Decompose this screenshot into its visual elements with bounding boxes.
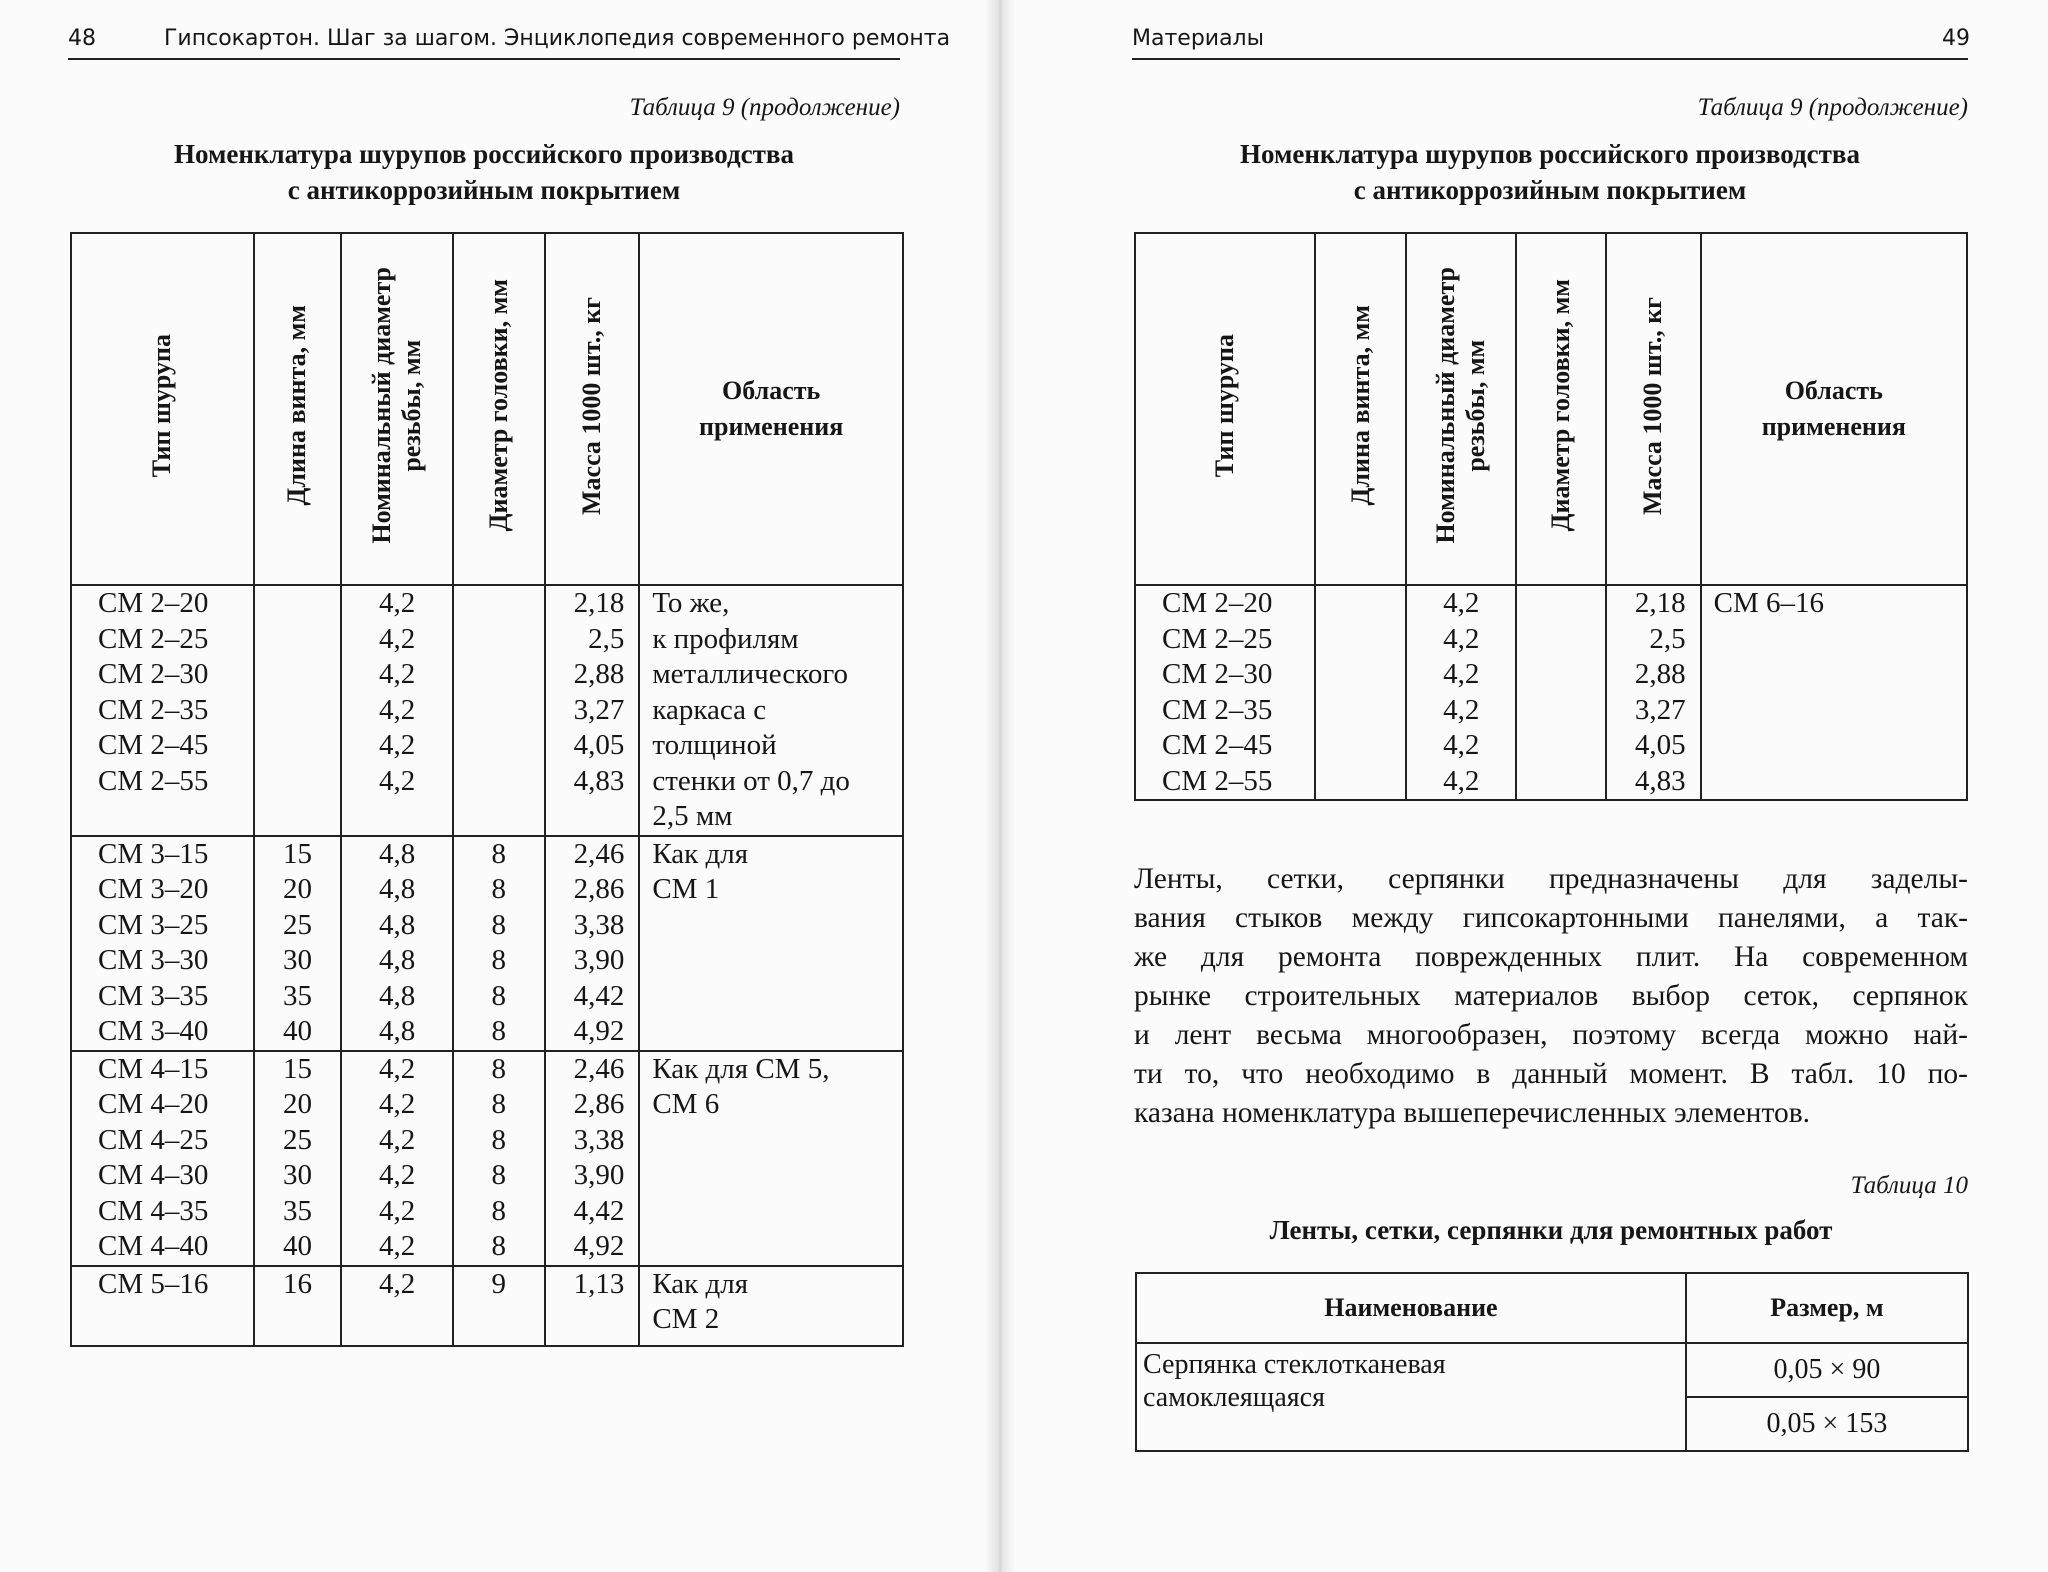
mass-value: 3,38 [573,908,625,941]
mass-value: 2,5 [1649,622,1686,655]
table10-title: Ленты, сетки, серпянки для ремонтных работ [1269,1215,1833,1245]
application-text: 2,5 мм [652,800,733,832]
application-text: СМ 1 [652,873,720,905]
head-diameter: 8 [491,1052,506,1085]
column-header: Тип шурупа [1135,233,1315,585]
application-text: стенки от 0,7 до [652,764,850,797]
head-diameter-cell [453,1266,545,1346]
thread-diameter: 4,8 [379,944,416,976]
thread-diameter: 4,2 [379,1230,416,1262]
mass-value-cell [545,585,640,836]
page-number: 48 [68,26,96,51]
screw-type: СМ 2–30 [1162,658,1273,690]
thread-diameter: 4,2 [379,693,416,726]
head-diameter: 8 [491,1230,506,1262]
screw-type: СМ 3–40 [98,1015,209,1047]
mass-value: 2,5 [588,622,625,655]
table-title-line: с антикоррозийным покрытием [287,175,681,205]
mass-value: 3,38 [573,1123,625,1156]
mass-value: 2,18 [573,587,625,619]
paragraph-line: казана номенклатура вышеперечисленных элементов. [1134,1097,1811,1129]
size-cell: 0,05 × 153 [1686,1397,1968,1451]
paragraph-line: Ленты, сетки, серпянки предназначены для заделы- [1134,863,1968,895]
thread-diameter: 4,2 [1443,658,1480,690]
column-header: Масса 1000 шт., кг [1606,233,1701,585]
tapes-table [1135,1272,1969,1452]
paragraph-line: ти то, что необходимо в данный момент. В табл. 10 по- [1134,1058,1968,1090]
screw-length-cell [254,836,342,1051]
thread-diameter: 4,2 [1443,622,1480,655]
thread-diameter: 4,2 [1443,729,1480,761]
screw-length-cell [254,585,342,836]
screw-type: СМ 3–15 [98,837,209,870]
thread-diameter: 4,2 [379,764,416,797]
application-text: к профилям [652,622,799,655]
screw-length: 35 [282,1194,312,1227]
thread-diameter: 4,2 [379,1123,416,1156]
column-header: Диаметр головки, мм [1516,233,1606,585]
table-title-line: с антикоррозийным покрытием [1353,175,1747,205]
mass-value: 3,90 [573,944,625,976]
screw-length-cell [1315,585,1407,800]
mass-value: 2,86 [573,1088,625,1120]
table-title-line: Номенклатура шурупов российского производства [1240,139,1860,169]
screw-type: СМ 3–30 [98,944,209,976]
thread-diameter-cell [341,1051,453,1266]
table-row-group [1135,585,1967,800]
application-text: СМ 6–16 [1713,587,1825,619]
screw-length: 25 [282,1123,312,1156]
screw-type: СМ 4–25 [98,1123,209,1156]
thread-diameter-cell [341,836,453,1051]
screw-type-cell [71,1266,254,1346]
screw-type: СМ 2–35 [1162,693,1273,726]
application-text: СМ 6 [652,1088,720,1120]
application-text: каркаса с [652,693,767,726]
thread-diameter: 4,8 [379,979,416,1012]
header-rule [1132,58,1968,60]
column-header: Номинальный диаметр резьбы, мм [341,233,453,585]
thread-diameter: 4,2 [1443,693,1480,726]
head-diameter: 8 [491,979,506,1012]
head-diameter: 8 [491,1159,506,1191]
mass-value: 2,18 [1634,587,1686,619]
thread-diameter: 4,2 [379,1088,416,1120]
running-title: Гипсокартон. Шаг за шагом. Энциклопедия современного ремонта [164,26,951,51]
mass-value-cell [545,1266,640,1346]
right-page [1000,0,2048,1572]
mass-value: 2,88 [573,658,625,690]
thread-diameter: 4,2 [379,729,416,761]
head-diameter: 8 [491,1123,506,1156]
screw-length: 20 [282,873,312,905]
item-name-cell [1136,1343,1686,1451]
header-rule [68,58,900,60]
thread-diameter: 4,2 [379,658,416,690]
table-row-group [71,1266,903,1346]
screw-type: СМ 2–45 [1162,729,1273,761]
column-header: Область применения [1701,233,1967,585]
screw-type: СМ 3–20 [98,873,209,905]
head-diameter-cell [1516,585,1606,800]
application-text: СМ 2 [652,1303,720,1335]
thread-diameter: 4,2 [379,587,416,619]
table-caption: Таблица 9 (продолжение) [1697,94,1968,121]
screw-length: 35 [282,979,312,1012]
thread-diameter: 4,2 [379,1267,416,1300]
paragraph-line: рынке строительных материалов выбор сеток, серпянок [1134,980,1968,1012]
table-header-row [1135,233,1967,585]
table-title [1132,136,1968,208]
screw-length: 40 [282,1230,312,1262]
column-header: Длина винта, мм [254,233,342,585]
screw-length: 15 [282,1052,312,1085]
mass-value: 2,46 [573,837,625,870]
mass-value: 4,92 [573,1015,625,1047]
screw-type: СМ 4–30 [98,1159,209,1191]
mass-value: 2,46 [573,1052,625,1085]
column-header: Номинальный диаметр резьбы, мм [1406,233,1516,585]
paragraph-line: вания стыков между гипсокартонными панелями, а так- [1134,902,1968,934]
thread-diameter: 4,2 [379,1052,416,1085]
mass-value: 3,27 [1634,693,1686,726]
mass-value-cell [545,1051,640,1266]
application-text: Как для [652,837,749,870]
mass-value: 4,42 [573,1194,625,1227]
head-diameter-cell [453,585,545,836]
item-name-line: самоклеящаяся [1143,1382,1325,1413]
screw-type: СМ 2–20 [98,587,209,619]
screw-length: 40 [282,1015,312,1047]
mass-value: 4,83 [573,764,625,797]
running-title: Материалы [1132,26,1264,51]
head-diameter: 9 [491,1267,506,1300]
table-header-row [71,233,903,585]
size-cell: 0,05 × 90 [1686,1343,1968,1397]
screw-length: 20 [282,1088,312,1120]
column-header: Наименование [1136,1273,1686,1343]
mass-value: 2,86 [573,873,625,905]
thread-diameter: 4,2 [1443,587,1480,619]
table-row-group [71,585,903,836]
table-title [68,136,900,208]
screw-type: СМ 2–25 [1162,622,1273,655]
body-paragraph [1134,860,1968,1133]
thread-diameter-cell [1406,585,1516,800]
screw-type: СМ 4–35 [98,1194,209,1227]
screw-type-cell [71,1051,254,1266]
table10-header-row [1136,1273,1968,1343]
screw-type: СМ 4–20 [98,1088,209,1120]
screw-type: СМ 2–55 [1162,764,1273,797]
screw-type: СМ 2–45 [98,729,209,761]
screw-length: 25 [282,908,312,941]
head-diameter-cell [453,1051,545,1266]
screw-type: СМ 5–16 [98,1267,209,1300]
item-name-line: Серпянка стеклотканевая [1143,1349,1446,1380]
mass-value-cell [545,836,640,1051]
head-diameter: 8 [491,1088,506,1120]
screw-type: СМ 3–35 [98,979,209,1012]
screw-length: 30 [282,1159,312,1191]
application-text-cell [639,1051,903,1266]
mass-value: 3,90 [573,1159,625,1191]
mass-value: 3,27 [573,693,625,726]
application-text: толщиной [652,729,777,761]
table-row-group [71,836,903,1051]
table-caption: Таблица 9 (продолжение) [629,94,900,121]
column-header: Область применения [639,233,903,585]
paragraph-line: и лент весьма многообразен, поэтому всегда можно най- [1134,1019,1968,1051]
thread-diameter: 4,8 [379,908,416,941]
column-header: Длина винта, мм [1315,233,1407,585]
screw-type: СМ 2–25 [98,622,209,655]
mass-value: 4,42 [573,979,625,1012]
screw-type: СМ 2–20 [1162,587,1273,619]
thread-diameter: 4,2 [379,1194,416,1227]
mass-value-cell [1606,585,1701,800]
head-diameter: 8 [491,944,506,976]
table-row-group [71,1051,903,1266]
screw-length: 16 [282,1267,312,1300]
thread-diameter: 4,2 [379,622,416,655]
screw-table [1134,232,1968,801]
left-page [0,0,1000,1572]
mass-value: 4,05 [1634,729,1686,761]
application-text-cell [639,585,903,836]
screw-type-cell [1135,585,1315,800]
application-text-cell [1701,585,1967,800]
screw-type: СМ 2–35 [98,693,209,726]
thread-diameter-cell [341,1266,453,1346]
thread-diameter: 4,8 [379,837,416,870]
application-text-cell [639,1266,903,1346]
application-text: металлического [652,658,849,690]
head-diameter-cell [453,836,545,1051]
screw-type: СМ 3–25 [98,908,209,941]
screw-length-cell [254,1051,342,1266]
screw-type: СМ 2–55 [98,764,209,797]
application-text: То же, [652,587,730,619]
mass-value: 4,05 [573,729,625,761]
table-title-line: Номенклатура шурупов российского производства [174,139,794,169]
head-diameter: 8 [491,1194,506,1227]
application-text: Как для [652,1267,749,1300]
table10-caption: Таблица 10 [1850,1172,1968,1199]
page-number: 49 [1942,26,1970,51]
screw-type-cell [71,585,254,836]
thread-diameter: 4,8 [379,873,416,905]
thread-diameter: 4,8 [379,1015,416,1047]
screw-length: 30 [282,944,312,976]
screw-length: 15 [282,837,312,870]
column-header: Размер, м [1686,1273,1968,1343]
mass-value: 1,13 [573,1267,625,1300]
head-diameter: 8 [491,873,506,905]
screw-type: СМ 4–40 [98,1230,209,1262]
thread-diameter: 4,2 [1443,764,1480,797]
column-header: Масса 1000 шт., кг [545,233,640,585]
mass-value: 4,92 [573,1230,625,1262]
column-header: Тип шурупа [71,233,254,585]
paragraph-line: же для ремонта поврежденных плит. На современном [1134,941,1968,973]
screw-type: СМ 4–15 [98,1052,209,1085]
thread-diameter: 4,2 [379,1159,416,1191]
screw-table [70,232,904,1347]
mass-value: 2,88 [1634,658,1686,690]
application-text-cell [639,836,903,1051]
application-text: Как для СМ 5, [652,1052,830,1085]
table10-row [1136,1343,1968,1397]
mass-value: 4,83 [1634,764,1686,797]
head-diameter: 8 [491,837,506,870]
thread-diameter-cell [341,585,453,836]
column-header: Диаметр головки, мм [453,233,545,585]
head-diameter: 8 [491,1015,506,1047]
screw-type: СМ 2–30 [98,658,209,690]
screw-length-cell [254,1266,342,1346]
head-diameter: 8 [491,908,506,941]
screw-type-cell [71,836,254,1051]
